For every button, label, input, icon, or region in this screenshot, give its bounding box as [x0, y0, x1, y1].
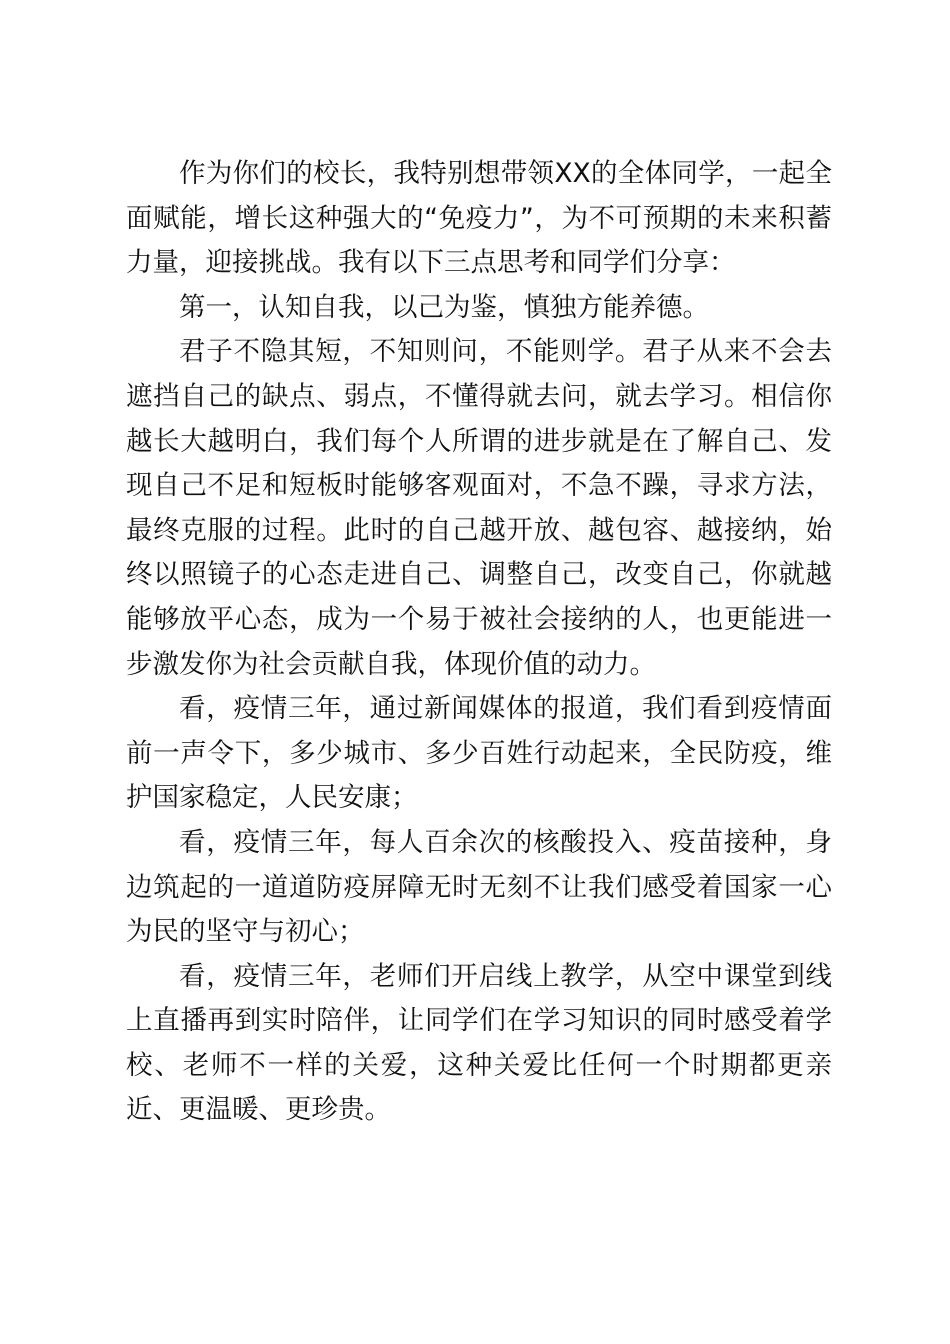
document-body — [126, 152, 832, 1133]
paragraph-epidemic-teaching: 看，疫情三年，老师们开启线上教学，从空中课堂到线上直播再到实时陪伴，让同学们在学习知识的同时感受着学校、老师不一样的关爱，这种关爱比任何一个时期都更亲近、更温暖、更珍贵。 — [126, 960, 832, 1126]
paragraph-intro: 作为你们的校长，我特别想带领XX的全体同学，一起全面赋能，增长这种强大的“免疫力”，为不可预期的未来积蓄力量，迎接挑战。我有以下三点思考和同学们分享： — [126, 158, 832, 279]
paragraph-epidemic-testing: 看，疫情三年，每人百余次的核酸投入、疫苗接种，身边筑起的一道道防疫屏障无时无刻不让我们感受着国家一心为民的坚守与初心； — [126, 826, 832, 948]
paragraph-point-one-heading: 第一，认知自我，以己为鉴，慎独方能养德。 — [179, 291, 709, 323]
paragraph-epidemic-national: 看，疫情三年，通过新闻媒体的报道，我们看到疫情面前一声令下，多少城市、多少百姓行动起来，全民防疫，维护国家稳定，人民安康； — [126, 693, 832, 814]
paragraph-self-knowledge: 君子不隐其短，不知则问，不能则学。君子从来不会去遮挡自己的缺点、弱点，不懂得就去问，就去学习。相信你越长大越明白，我们每个人所谓的进步就是在了解自己、发现自己不足和短板时能够客观面对，不急不躁，寻求方法，最终克服的过程。此时的自己越开放、越包容、越接纳，始终以照镜子的心态走进自己、调整自己，改变自己，你就越能够放平心态，成为一个易于被社会接纳的人，也更能进一步激发你为社会贡献自我，体现价值的动力。 — [126, 336, 832, 680]
